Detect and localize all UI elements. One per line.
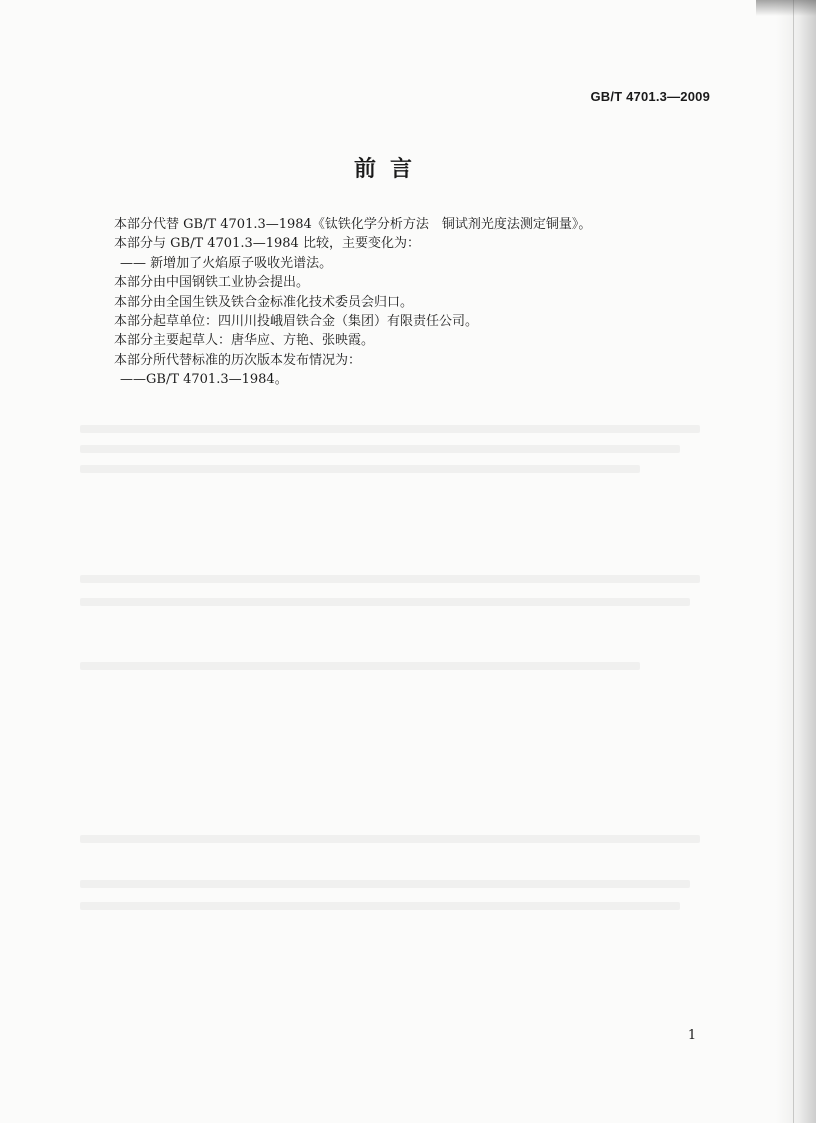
foreword-line: ——GB/T 4701.3—1984。	[120, 372, 288, 388]
foreword-line: 本部分起草单位：四川川投峨眉铁合金（集团）有限责任公司。	[114, 313, 479, 329]
scan-edge-shadow	[776, 0, 816, 1123]
bleed-through	[80, 425, 700, 433]
bleed-through	[80, 575, 700, 583]
foreword-line: —— 新增加了火焰原子吸收光谱法。	[120, 255, 333, 271]
foreword-line: 本部分代替 GB/T 4701.3—1984《钛铁化学分析方法 铜试剂光度法测定铜量》。	[114, 217, 592, 232]
bleed-through	[80, 598, 690, 606]
bleed-through	[80, 445, 680, 453]
foreword-body	[114, 215, 724, 390]
scan-edge-line	[793, 0, 794, 1123]
standard-code: GB/T 4701.3—2009	[590, 89, 710, 104]
bleed-through	[80, 465, 640, 473]
foreword-line: 本部分所代替标准的历次版本发布情况为：	[114, 352, 362, 368]
bleed-through	[80, 880, 690, 888]
page-title: 前言	[353, 157, 426, 182]
page-number: 1	[687, 1028, 697, 1043]
foreword-line: 本部分由中国钢铁工业协会提出。	[114, 275, 310, 291]
bleed-through	[80, 835, 700, 843]
bleed-through	[80, 902, 680, 910]
foreword-line: 本部分由全国生铁及铁合金标准化技术委员会归口。	[114, 294, 414, 310]
bleed-through	[80, 662, 640, 670]
foreword-line: 本部分主要起草人：唐华应、方艳、张映霞。	[114, 333, 375, 349]
foreword-line: 本部分与 GB/T 4701.3—1984 比较，主要变化为：	[114, 236, 420, 252]
scan-corner-shadow	[756, 0, 816, 16]
